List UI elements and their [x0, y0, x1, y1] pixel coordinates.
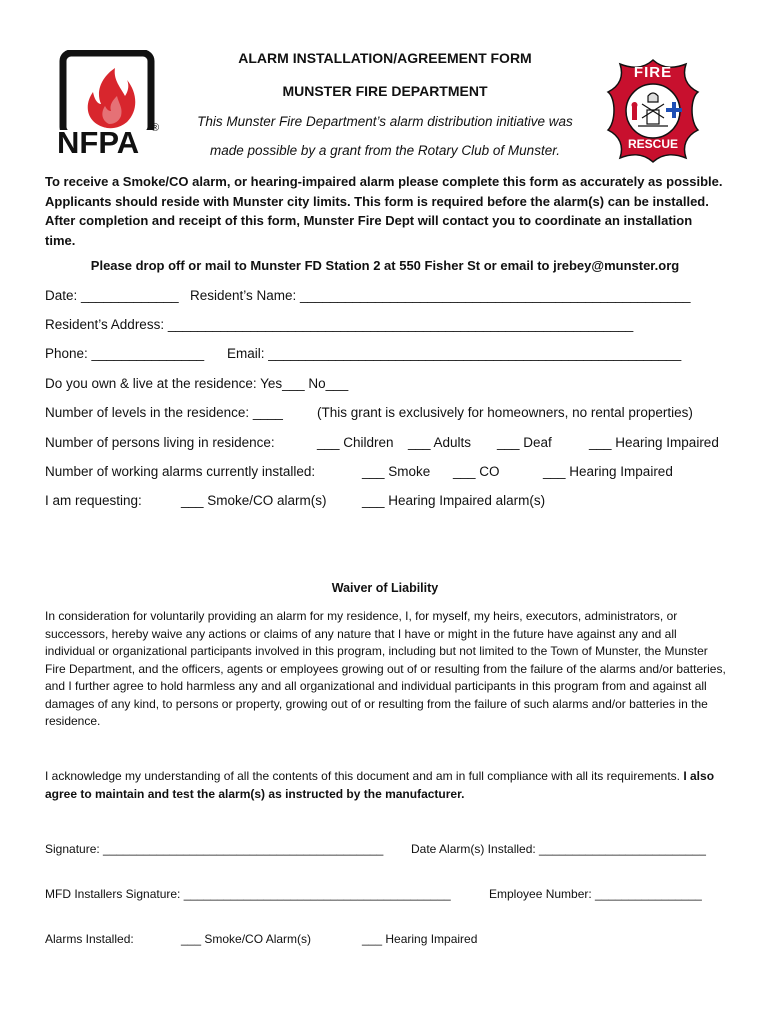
- installer-signature-field[interactable]: MFD Installers Signature: ________________________________________: [45, 887, 451, 901]
- acknowledgement-bold: I also agree to maintain and test the alarm(s) as instructed by the manufacturer.: [45, 769, 715, 801]
- own-live-field[interactable]: Do you own & live at the residence: Yes___ No___: [45, 376, 349, 391]
- waiver-body: In consideration for voluntarily providing an alarm for my residence, I, for myself, my heirs, executors, administrators, or successors, hereby waive any actions or claims of any nature that I have or might in the future have against any and all individual or organizational participants involved in this program, including but not limited to the Town of Munster, the Munster Fire Department, and the officers, agents or employees growing out of or resulting from the failure of the alarms and/or batteries, and I further agree to hold harmless any and all organizational and individual participants in this program from and against all damages of any kind, to persons or property, growing out of or resulting from the failure of such alarms and/or batteries in the residence.: [45, 609, 726, 728]
- subtitle-line-1: This Munster Fire Department’s alarm distribution initiative was: [197, 114, 573, 129]
- date-installed-field[interactable]: Date Alarm(s) Installed: _________________________: [411, 842, 706, 856]
- working-co-field[interactable]: ___ CO: [453, 464, 500, 479]
- requesting-hearing-field[interactable]: ___ Hearing Impaired alarm(s): [362, 493, 546, 508]
- working-hearing-field[interactable]: ___ Hearing Impaired: [543, 464, 673, 479]
- badge-rescue-text: RESCUE: [627, 137, 678, 151]
- persons-adults-field[interactable]: ___ Adults: [408, 435, 472, 450]
- requesting-smoke-field[interactable]: ___ Smoke/CO alarm(s): [181, 493, 327, 508]
- acknowledgement: [45, 768, 730, 803]
- email-field[interactable]: Email: _______________________________________________________: [227, 346, 682, 361]
- employee-number-field[interactable]: Employee Number: ________________: [489, 887, 702, 901]
- badge-fire-text: FIRE: [633, 64, 673, 81]
- persons-hearing-field[interactable]: ___ Hearing Impaired: [589, 435, 719, 450]
- working-smoke-field[interactable]: ___ Smoke: [362, 464, 431, 479]
- dropoff-instructions: Please drop off or mail to Munster FD Station 2 at 550 Fisher St or email to jrebey@munster.org: [90, 258, 680, 273]
- date-field[interactable]: Date: _____________: [45, 288, 179, 303]
- signature-field[interactable]: Signature: __________________________________________: [45, 842, 384, 856]
- alarms-installed-label: Alarms Installed:: [45, 932, 134, 946]
- fire-rescue-badge: [598, 56, 708, 166]
- nfpa-registered-mark: ®: [151, 122, 160, 134]
- resident-name-field[interactable]: Resident’s Name: ____________________________________________________: [190, 288, 691, 303]
- installed-hearing-field[interactable]: ___ Hearing Impaired: [362, 932, 478, 946]
- acknowledgement-text: I acknowledge my understanding of all the contents of this document and am in full compliance with all its requirements.: [45, 769, 684, 783]
- persons-label: Number of persons living in residence:: [45, 435, 275, 450]
- nfpa-text: NFPA: [57, 125, 140, 160]
- persons-children-field[interactable]: ___ Children: [317, 435, 394, 450]
- levels-field[interactable]: Number of levels in the residence: ____: [45, 405, 283, 420]
- form-title: ALARM INSTALLATION/AGREEMENT FORM: [238, 50, 532, 66]
- persons-deaf-field[interactable]: ___ Deaf: [497, 435, 552, 450]
- intro-instructions: To receive a Smoke/CO alarm, or hearing-impaired alarm please complete this form as accurately as possible. Applicants should reside with Munster city limits. This form is required before the alarm(s) can be installed. After completion and receipt of this form, Munster Fire Dept will contact you to coordinate an installation time.: [45, 174, 723, 248]
- installed-smoke-field[interactable]: ___ Smoke/CO Alarm(s): [181, 932, 312, 946]
- levels-note: (This grant is exclusively for homeowners, no rental properties): [317, 405, 693, 420]
- resident-address-field[interactable]: Resident’s Address: ______________________________________________________________: [45, 317, 634, 332]
- phone-field[interactable]: Phone: _______________: [45, 346, 205, 361]
- waiver-heading: Waiver of Liability: [331, 581, 439, 595]
- requesting-label: I am requesting:: [45, 493, 142, 508]
- working-alarms-label: Number of working alarms currently installed:: [45, 464, 316, 479]
- subtitle-line-2: made possible by a grant from the Rotary Club of Munster.: [210, 143, 560, 158]
- department-title: MUNSTER FIRE DEPARTMENT: [282, 83, 488, 99]
